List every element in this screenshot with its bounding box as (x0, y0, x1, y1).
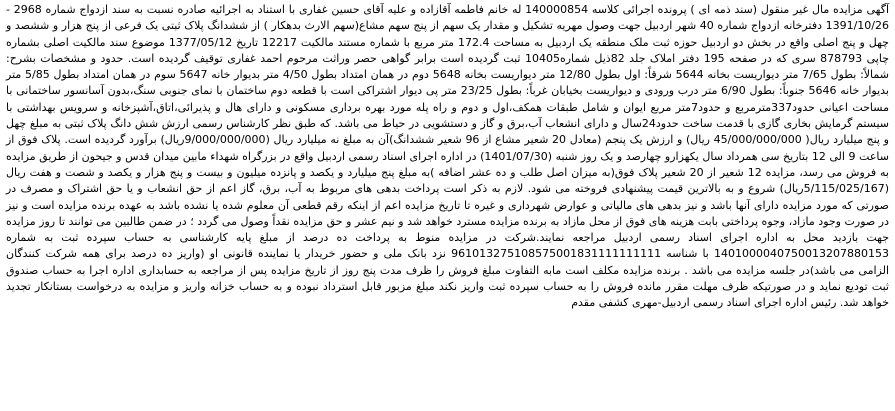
notice-text: آگهی مزایده مال غیر منقول (سند ذمه ای ) پرونده اجرائی کلاسه 140000854 له خانم فاطمه آقازاده و علیه آقای حسین غفاری با استناد به اجرائیه صادره نسبت به سند ازدواج شماره 2968 - 1391/10/26 دفترخانه ازدواج شماره 40 شهر اردبیل جهت وصول مهریه تشکیل و مقدار یک سهم از پنج سهم مشاع(سهم الارث بدهکار ) از ششدانگ پلاک ثبتی یک فرعی از پنج هزار و ششصد و چهل و پنج اصلی واقع در بخش دو اردبیل حوزه ثبت ملک منطقه یک اردبیل به مساحت 172.4 متر مربع با شماره مستند مالکیت 12217 تاریخ 1377/05/12 موضوع سند مالکیت اصلی بشماره چاپی 878793 سری که در صفحه 195 دفتر املاک جلد 82ذیل شماره10405 ثبت گردیده است برابر گواهی حصر وراثت مرحوم احمد غفاری توقیف گردیده است. حدود و مشخصات بشرح: شمالاً: بطول 7/65 متر دیواریست بخانه 5644 شرقاً: اول بطول 12/80 متر دیواریست بخانه 5648 دوم در همان امتداد بطول 4/50 متر بدیوار خانه 5647 سوم در همان امتداد بطول 5/85 متر بدیوار خانه 5646 جنوباً: بطول 6/90 متر درب ورودی و دیواریست بخیابان غرباً: بطول 23/25 متر پی دیوار اشتراکی است با قطعه دوم ساختمان با نمای جنوبی سنگ،بدون آسانسور ساختمانی با مساحت اعیانی حدود337مترمربع و حدود7متر مربع ایوان و شامل طبقات همکف،اول و دوم و راه پله مورد بهره برداری مسکونی و دارای هال و پذیرائی،اتاق،آشپزخانه و سرویس بهداشتی با سیستم گرمایش بخاری گازی با قدمت ساخت حدود24سال و دارای انشعاب آب،برق و گاز و دستشویی در حیاط می باشد. که طبق نظر کارشناس رسمی ارزش شش دانگ پلاک ثبتی به مبلغ چهل و پنج میلیارد ریال( 45/000/000/000 ریال) و ارزش یک پنجم (معادل 20 شعیر مشاع از 96 شعیر ششدانگ)آن به مبلغ نه میلیارد ریال (9/000/000/000ریال) برآورد گردیده است. پلاک فوق از ساعت 9 الی 12 بتاریخ سی همرداد سال یکهزارو چهارصد و یک روز شنبه (1401/07/30) در اداره اجرای اسناد رسمی اردبیل واقع در بزرگراه شهداء مابین میدان قدس و جیحون از طریق مزایده به فروش می رسد، مزایده 12 شعیر از 20 شعیر پلاک فوق(به میزان اصل طلب و ده عشر اضافه )به مبلغ پنج میلیارد و یکصد و پانزده میلیون و بیست و پنج هزار و یکصد و شصت و هفت ریال (5/115/025/167ریال) شروع و به بالاترین قیمت پیشنهادی فروخته می شود. لازم به ذکر است پرداخت بدهی های مربوط به آب، برق، گاز اعم از حق انشعاب و یا حق اشتراک و مصرف در صورتی که مورد مزایده دارای آنها باشد و نیز بدهی های مالیاتی و عوارض شهرداری و غیره تا تاریخ مزایده اعم از اینکه رقم قطعی آن معلوم شده یا نشده باشد به عهده برنده مزایده است و نیز در صورت وجود مازاد، وجوه پرداختی بابت هزینه های فوق از محل مازاد به برنده مزایده مسترد خواهد شد و نیم عشر و حق مزایده نقداً وصول می گردد ؛ در ضمن طالبین می توانند تا روز مزایده جهت بازدید محل به اداره اجرای اسناد رسمی اردبیل مراجعه نمایند.شرکت در مزایده منوط به پرداخت ده درصد از مبلغ پایه کارشناسی به حساب سپرده ثبت به شماره 1401000040750013207880153 با شناسه 961013275108575001831111111111 نزد بانک ملی و حضور خریدار یا نماینده قانونی او (واریز ده درصد برای همه شرکت کنندگان الزامی می باشد)در جلسه مزایده می باشد . برنده مزایده مکلف است مابه التفاوت مبلغ فروش را ظرف مدت پنج روز از تاریخ مزایده پس از مراجعه به حسابداری اداره اجرا به حساب صندوق ثبت تودیع نماید و در صورتیکه ظرف مهلت مقرر مانده فروش را به حساب سپرده ثبت واریز نکند مبلغ مزبور قابل استرداد نبوده و به حساب خزانه واریز و مزایده به درخواست بستانکار تجدید خواهد شد. رئیس اداره اجرای اسناد رسمی اردبیل-مهری کشفی مقدم (6, 3, 889, 310)
